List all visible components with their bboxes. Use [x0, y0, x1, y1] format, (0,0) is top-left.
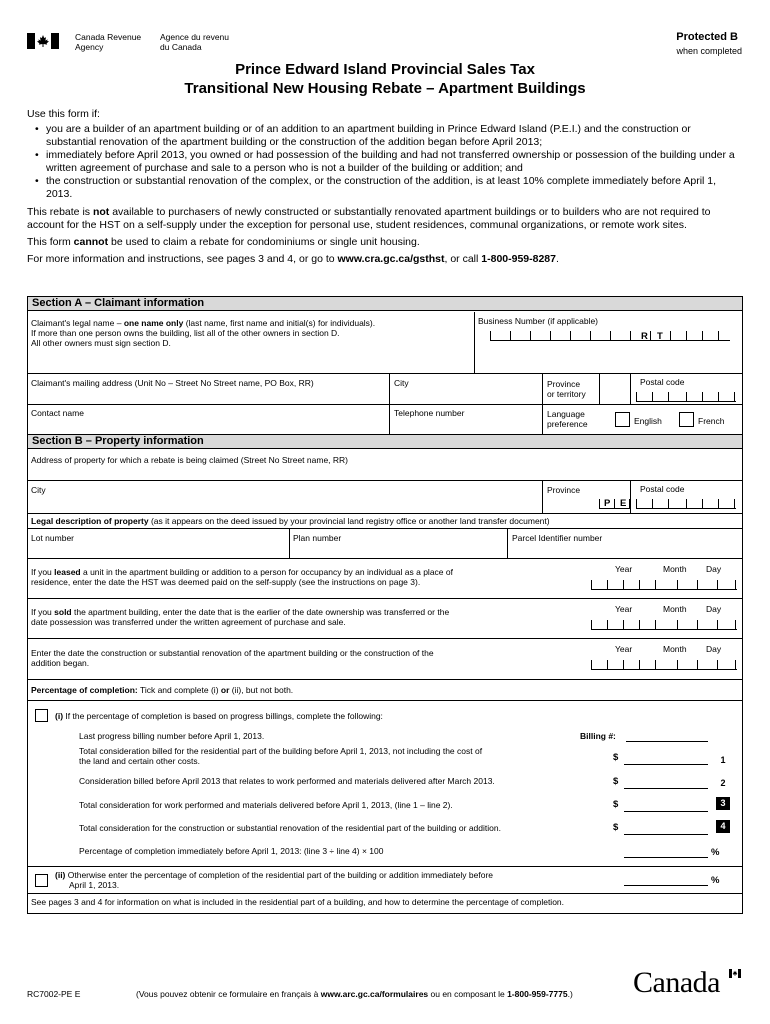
protected-b-sub: when completed: [676, 46, 742, 56]
option-i-label: (i) If the percentage of completion is based on progress billings, complete the following:: [55, 711, 383, 721]
percent-sign: %: [711, 875, 720, 886]
last-billing-label: Last progress billing number before April 1, 2013.: [79, 731, 265, 741]
line-4-input[interactable]: [624, 834, 708, 835]
month-label: Month: [663, 644, 687, 654]
language-label: Language preference: [547, 409, 588, 429]
plan-number-label: Plan number: [293, 533, 342, 543]
contact-name-label: Contact name: [31, 408, 84, 418]
phone-number: 1-800-959-8287: [481, 253, 556, 265]
section-b-header: Section B – Property information: [27, 434, 743, 449]
line-2-number: 2: [720, 778, 726, 788]
line-3-number: 3: [716, 797, 730, 810]
telephone-field[interactable]: [390, 405, 542, 434]
line-4-number: 4: [716, 820, 730, 833]
form-number: RC7002-PE E: [27, 989, 81, 999]
line-2-label: Consideration billed before April 2013 that relates to work performed and materials delivered after March 2013.: [79, 776, 495, 786]
intro-bullet: • the construction or substantial renovation of the complex, or the construction of the addition, is at least 10% complete immediately before April 1, 2013.: [33, 175, 743, 201]
protected-b-label: Protected B: [676, 31, 738, 43]
canada-flag-icon: [27, 33, 59, 49]
lot-number-label: Lot number: [31, 533, 74, 543]
legal-name-field[interactable]: [28, 312, 474, 373]
intro-bullet: • immediately before April 2013, you owned or had possession of the building and had not transferred ownership or possession of the building under a written agreement of purchase and sale to a person who is not a builder of the building or addition; and: [33, 149, 743, 175]
option-ii-checkbox[interactable]: [35, 874, 48, 887]
wordmark-flag-icon: [729, 969, 741, 978]
prov-e: E: [620, 498, 627, 509]
option-ii-input[interactable]: [624, 885, 708, 886]
day-label: Day: [706, 644, 722, 654]
intro-bullet: • you are a builder of an apartment building or of an addition to an apartment building in Prince Edward Island (P.E.I.) and the construction or substantial renovation of the apartment building or the construction of the addition began before April 2013;: [33, 123, 743, 149]
dollar-sign: $: [613, 822, 619, 833]
day-label: Day: [706, 604, 722, 614]
day-label: Day: [706, 564, 722, 574]
french-label: French: [698, 416, 725, 426]
plan-number-field[interactable]: [290, 529, 507, 558]
dollar-sign: $: [613, 799, 619, 810]
agency-name-en-1: Canada Revenue: [75, 32, 142, 42]
sold-date-input[interactable]: [591, 620, 737, 630]
property-province-label: Province: [547, 485, 581, 495]
property-city-label: City: [31, 485, 46, 495]
sold-date-label: If you sold the apartment building, enter the date that is the earlier of the date ownership was transferred or the date possession was transferred under the written agreement of purchase and sale.: [31, 607, 450, 627]
option-i-checkbox[interactable]: [35, 709, 48, 722]
postal-code-input[interactable]: [636, 392, 736, 402]
website-link[interactable]: www.cra.gc.ca/gsthst: [337, 253, 445, 265]
telephone-label: Telephone number: [394, 408, 465, 418]
lot-number-field[interactable]: [28, 529, 289, 558]
canada-wordmark: Canada: [633, 966, 743, 1000]
month-label: Month: [663, 604, 687, 614]
legal-name-label: Claimant's legal name – one name only (last name, first name and initial(s) for individuals). If more than one person owns the building, list all of the other owners in section D. All other owners must sign section D.: [31, 318, 376, 348]
agency-name-en-2: Agency: [75, 42, 104, 52]
line-5-label: Percentage of completion immediately before April 1, 2013: (line 3 ÷ line 4) × 100: [79, 846, 384, 856]
contact-name-field[interactable]: [28, 405, 389, 434]
see-pages-note: See pages 3 and 4 for information on what is included in the residential part of a building, and how to determine the percentage of completion.: [31, 897, 565, 907]
line-1-input[interactable]: [624, 764, 708, 765]
legal-description-label: Legal description of property (as it appears on the deed issued by your provincial land registry office or another land transfer document): [31, 516, 550, 526]
french-version-note: (Vous pouvez obtenir ce formulaire en français à www.arc.gc.ca/formulaires ou en composant le 1-800-959-7775.): [136, 989, 573, 999]
city-field[interactable]: [390, 374, 542, 404]
business-number-label: Business Number (if applicable): [478, 316, 598, 326]
prov-p: P: [604, 498, 611, 509]
construction-began-label: Enter the date the construction or substantial renovation of the apartment building or the construction of the addition began.: [31, 648, 434, 668]
property-postal-label: Postal code: [640, 484, 685, 494]
line-5-input[interactable]: [624, 857, 708, 858]
english-label: English: [634, 416, 662, 426]
leased-date-input[interactable]: [591, 580, 737, 590]
bn-t: T: [657, 331, 663, 342]
province-label: Province or territory: [547, 379, 586, 399]
agency-name-fr-1: Agence du revenu: [160, 32, 229, 42]
billing-number-label: Billing #:: [580, 731, 616, 741]
form-title-1: Prince Edward Island Provincial Sales Tax: [235, 61, 535, 78]
city-label: City: [394, 378, 409, 388]
percent-sign: %: [711, 847, 720, 858]
line-1-number: 1: [720, 755, 726, 765]
month-label: Month: [663, 564, 687, 574]
parcel-id-label: Parcel Identifier number: [512, 533, 603, 543]
more-info-text: For more information and instructions, see pages 3 and 4, or go to www.cra.gc.ca/gsthst, or call 1-800-959-8287.: [27, 253, 559, 265]
line-3-label: Total consideration for work performed and materials delivered before April 1, 2013, (line 1 – line 2).: [79, 800, 453, 810]
option-ii-label: (ii) Otherwise enter the percentage of completion of the residential part of the building or addition immediately before April 1, 2013.: [55, 870, 494, 890]
dollar-sign: $: [613, 752, 619, 763]
use-if-label: Use this form if:: [27, 108, 100, 120]
line-1-label: Total consideration billed for the residential part of the building before April 1, 2013, not including the cost of the land and certain other costs.: [79, 746, 483, 766]
not-available-text: This rebate is not available to purchasers of newly constructed or substantially renovated apartment buildings or to builders who are not required to account for the HST on a self-supply under the exception for personal use, student residences, communal organizations, or remote work sites.: [27, 206, 711, 231]
cannot-text: This form cannot be used to claim a rebate for condominiums or single unit housing.: [27, 236, 420, 248]
leased-date-label: If you leased a unit in the apartment building or addition to a person for occupancy by an individual as a place of residence, enter the date the HST was deemed paid on the self-supply (see the instructions on page 3).: [31, 567, 453, 587]
property-postal-input[interactable]: [636, 499, 736, 509]
dollar-sign: $: [613, 776, 619, 787]
parcel-id-field[interactable]: [508, 529, 742, 558]
property-address-label: Address of property for which a rebate is being claimed (Street No Street name, RR): [31, 455, 349, 465]
english-checkbox[interactable]: [615, 412, 630, 427]
section-a-header: Section A – Claimant information: [27, 296, 743, 311]
year-label: Year: [615, 604, 633, 614]
postal-code-label: Postal code: [640, 377, 685, 387]
year-label: Year: [615, 644, 633, 654]
form-title-2: Transitional New Housing Rebate – Apartment Buildings: [184, 80, 586, 97]
construction-began-date-input[interactable]: [591, 660, 737, 670]
business-number-input[interactable]: [490, 331, 730, 341]
property-address-field[interactable]: [28, 450, 742, 480]
mailing-address-field[interactable]: [28, 374, 389, 404]
french-checkbox[interactable]: [679, 412, 694, 427]
property-city-field[interactable]: [28, 481, 542, 513]
mailing-address-label: Claimant's mailing address (Unit No – Street No Street name, PO Box, RR): [31, 378, 314, 388]
billing-number-input[interactable]: [626, 741, 708, 742]
line-4-label: Total consideration for the construction or substantial renovation of the residential part of the building or addition.: [79, 823, 501, 833]
line-2-input[interactable]: [624, 788, 708, 789]
percentage-completion-label: Percentage of completion: Tick and complete (i) or (ii), but not both.: [31, 685, 294, 695]
agency-name-fr-2: du Canada: [160, 42, 202, 52]
line-3-input[interactable]: [624, 811, 708, 812]
year-label: Year: [615, 564, 633, 574]
bn-r: R: [641, 331, 648, 342]
